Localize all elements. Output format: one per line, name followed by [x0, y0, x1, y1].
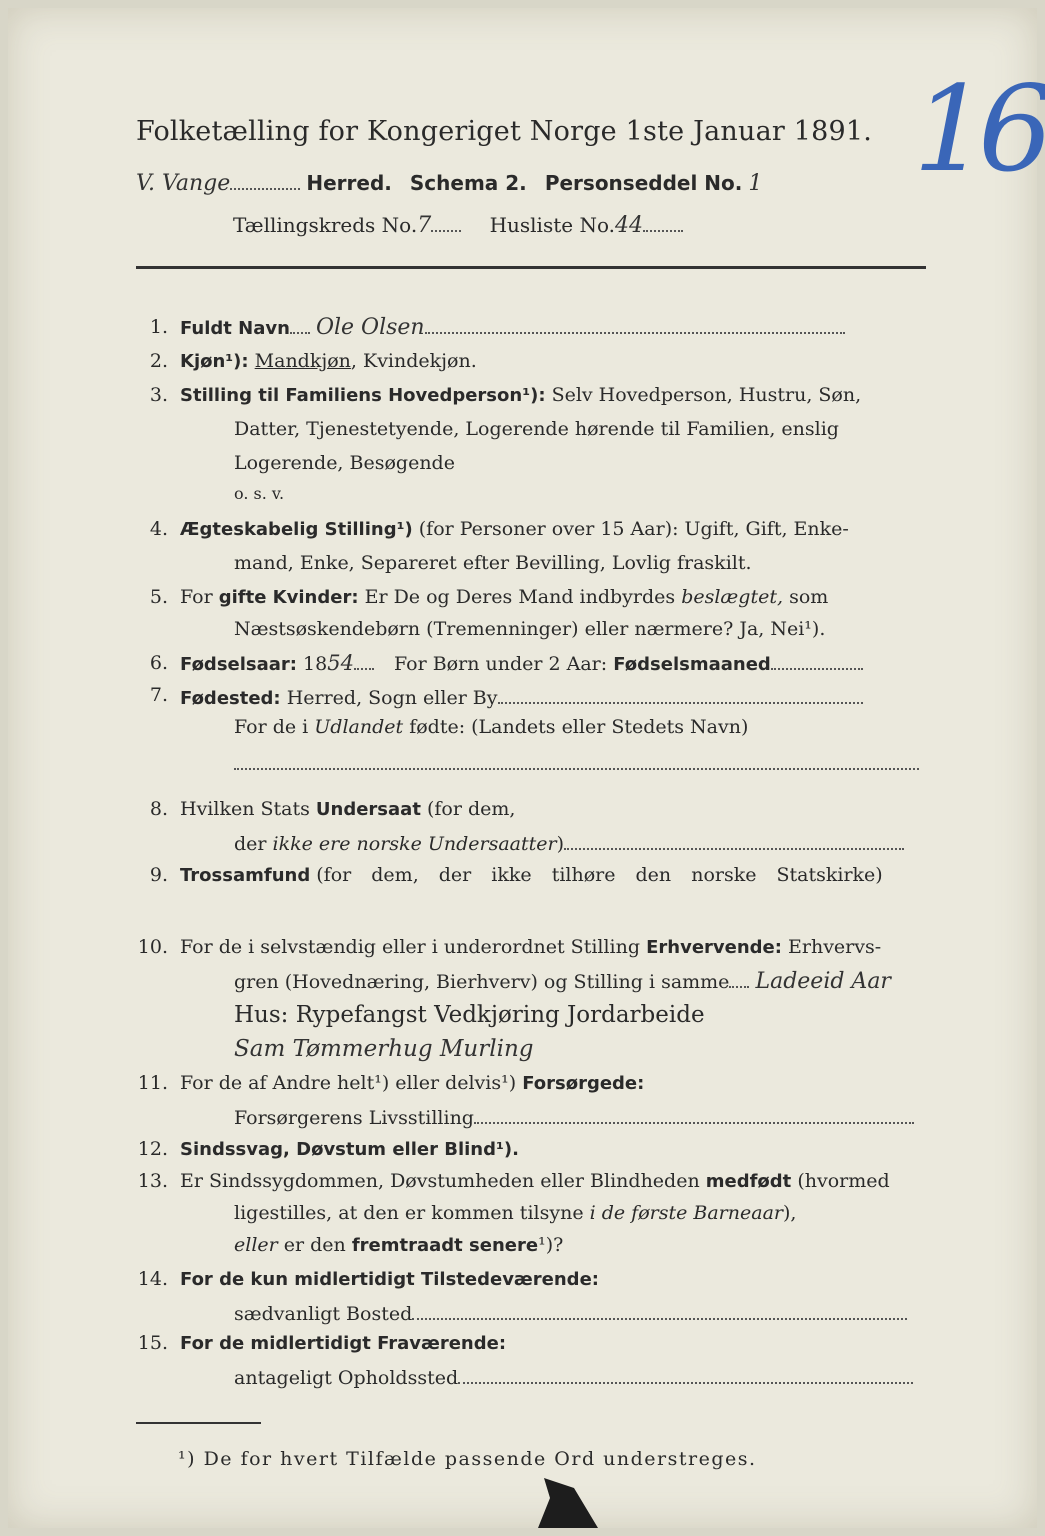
q9-line — [180, 864, 922, 886]
q3-line1 — [180, 384, 861, 406]
q1-number: 1. — [149, 316, 168, 338]
q4-options-1: (for Personer over 15 Aar): Ugift, Gift, Enke- — [418, 518, 849, 540]
q15-line2-text: antageligt Opholdssted — [234, 1367, 459, 1389]
q10-handwriting-1: Ladeeid Aar — [755, 969, 891, 994]
q13-prefix: Er Sindssygdommen, Døvstumheden eller Blindheden — [180, 1170, 700, 1192]
q11-number: 11. — [137, 1072, 168, 1094]
q13-line2 — [234, 1202, 796, 1224]
q3-line2: Datter, Tjenestetyende, Logerende hørende til Familien, enslig — [234, 418, 839, 440]
q13-line3 — [234, 1234, 563, 1256]
q14-line1 — [180, 1268, 599, 1290]
q8-label: Undersaat — [315, 799, 421, 820]
q5-label: gifte Kvinder: — [218, 587, 359, 608]
q10-label: Erhvervende: — [646, 937, 782, 958]
paper-tear-mark — [538, 1478, 598, 1528]
q15-label: For de midlertidigt Fraværende: — [180, 1333, 507, 1354]
q7-line2 — [234, 716, 748, 738]
q3-line3: Logerende, Besøgende — [234, 452, 455, 474]
footnote: ¹) De for hvert Tilfælde passende Ord understreges. — [178, 1448, 757, 1470]
husliste-label: Husliste No. — [489, 213, 615, 237]
herred-label: Herred. — [306, 171, 392, 195]
taellingskreds-line — [233, 212, 683, 238]
q10-handwriting-3: Sam Tømmerhug Murling — [234, 1036, 534, 1062]
q4-label: Ægteskabelig Stilling¹) — [180, 519, 413, 540]
q5-end: som — [789, 586, 829, 608]
q7-line2-rest: fødte: (Landets eller Stedets Navn) — [409, 716, 749, 738]
q7-line1 — [180, 684, 863, 709]
q3-number: 3. — [149, 384, 168, 406]
q11-line2-text: Forsørgerens Livsstilling — [234, 1107, 474, 1129]
q13-line2-end: ), — [783, 1202, 797, 1224]
q8-line2-end: ) — [556, 833, 565, 855]
form-title: Folketælling for Kongeriget Norge 1ste Januar 1891. — [136, 116, 873, 147]
q7-label: Fødested: — [180, 688, 281, 709]
q14-number: 14. — [137, 1268, 168, 1290]
q2-number: 2. — [149, 350, 168, 372]
q1-line — [180, 314, 845, 340]
header-rule — [136, 266, 926, 269]
q11-line1 — [180, 1072, 644, 1094]
q10-line2-text: gren (Hovednæring, Bierhverv) og Stilling i samme — [234, 971, 730, 993]
q8-line1 — [180, 798, 515, 820]
q8-number: 8. — [149, 798, 168, 820]
census-form — [8, 8, 1044, 1528]
q15-line2 — [234, 1364, 913, 1389]
q11-label: Forsørgede: — [522, 1073, 645, 1094]
q1-label: Fuldt Navn — [180, 318, 290, 339]
q3-label: Stilling til Familiens Hovedperson¹): — [180, 385, 546, 406]
q8-line2-italic: ikke ere norske Undersaatter — [272, 833, 557, 855]
q6-prefix: 18 — [303, 653, 328, 675]
husliste-value: 44 — [615, 213, 643, 238]
q13-label: medfødt — [705, 1171, 792, 1192]
q12-label: Sindssvag, Døvstum eller Blind¹). — [180, 1139, 519, 1160]
q5-number: 5. — [149, 586, 168, 608]
q6-label2: Fødselsmaaned — [613, 654, 771, 675]
footnote-rule — [136, 1422, 261, 1424]
q15-line1 — [180, 1332, 506, 1354]
q14-line2 — [234, 1300, 907, 1325]
taellingskreds-value: 7 — [417, 213, 432, 238]
q11-prefix: For de af Andre helt¹) eller delvis¹) — [180, 1072, 517, 1094]
q10-prefix: For de i selvstændig eller i underordnet Stilling — [180, 936, 641, 958]
q13-line1 — [180, 1170, 890, 1192]
herred-line — [136, 170, 762, 196]
q13-line2-prefix: ligestilles, at den er kommen tilsyne — [234, 1202, 584, 1224]
q11-line2 — [234, 1104, 914, 1129]
q4-line1 — [180, 518, 849, 540]
q5-italic: beslægtet, — [681, 586, 784, 608]
q13-number: 13. — [137, 1170, 168, 1192]
q6-value: 54 — [327, 651, 354, 675]
q10-end: Erhvervs- — [788, 936, 882, 958]
q13-line3-text: er den — [283, 1234, 346, 1256]
taellingskreds-label: Tællingskreds No. — [233, 213, 418, 237]
schema-label: Schema 2. — [409, 171, 527, 195]
q12-line — [180, 1138, 519, 1160]
q2-line — [180, 350, 477, 372]
q13-line3-bold: fremtraadt senere — [351, 1235, 539, 1256]
q13-line2-italic: i de første Barneaar — [589, 1202, 783, 1224]
q1-value: Ole Olsen — [315, 315, 425, 340]
q9-number: 9. — [149, 864, 168, 886]
q6-line — [180, 650, 863, 675]
q4-line2: mand, Enke, Separeret efter Bevilling, Lovlig fraskilt. — [234, 552, 752, 574]
q4-number: 4. — [149, 518, 168, 540]
q5-prefix: For — [180, 586, 213, 608]
q10-number: 10. — [137, 936, 168, 958]
q10-handwriting-2: Hus: Rypefangst Vedkjøring Jordarbeide — [234, 1002, 705, 1028]
q2-option-selected: Mandkjøn — [254, 350, 351, 372]
q6-number: 6. — [149, 652, 168, 674]
q8-prefix: Hvilken Stats — [180, 798, 310, 820]
q2-label: Kjøn¹): — [180, 351, 249, 372]
q5-question: Er De og Deres Mand indbyrdes — [364, 586, 676, 608]
q5-line1 — [180, 586, 828, 608]
q3-options-1: Selv Hovedperson, Hustru, Søn, — [551, 384, 862, 406]
q10-line2 — [234, 968, 891, 994]
q12-number: 12. — [137, 1138, 168, 1160]
q6-child-text: For Børn under 2 Aar: — [394, 653, 608, 675]
q13-end: (hvormed — [797, 1170, 890, 1192]
q6-label: Fødselsaar: — [180, 654, 297, 675]
q10-line1 — [180, 936, 881, 958]
personseddel-value: 1 — [748, 171, 763, 196]
q15-number: 15. — [137, 1332, 168, 1354]
herred-value: V. Vange — [136, 171, 231, 196]
q5-line2: Næstsøskendebørn (Tremenninger) eller nærmere? Ja, Nei¹). — [234, 618, 826, 640]
q9-label: Trossamfund — [180, 865, 311, 886]
q7-number: 7. — [149, 684, 168, 706]
q7-options: Herred, Sogn eller By — [286, 687, 498, 709]
q7-dotted-line — [234, 750, 919, 775]
q13-line3-end: ¹)? — [538, 1234, 564, 1256]
personseddel-label: Personseddel No. — [544, 171, 743, 195]
q7-line2-italic: Udlandet — [314, 716, 404, 738]
q3-line4: o. s. v. — [234, 484, 285, 503]
q9-rest: (for dem, der ikke tilhøre den norske Statskirke) — [316, 864, 883, 886]
q13-line3-italic: eller — [234, 1234, 278, 1256]
q8-rest: (for dem, — [426, 798, 516, 820]
q7-line2-prefix: For de i — [234, 716, 309, 738]
q14-label: For de kun midlertidigt Tilstedeværende: — [180, 1269, 599, 1290]
q8-line2 — [234, 830, 904, 855]
q2-options: , Kvindekjøn. — [350, 350, 477, 372]
q8-line2-prefix: der — [234, 833, 267, 855]
q14-line2-text: sædvanligt Bosted — [234, 1303, 413, 1325]
handwritten-sheet-number: 16 — [913, 60, 1044, 198]
